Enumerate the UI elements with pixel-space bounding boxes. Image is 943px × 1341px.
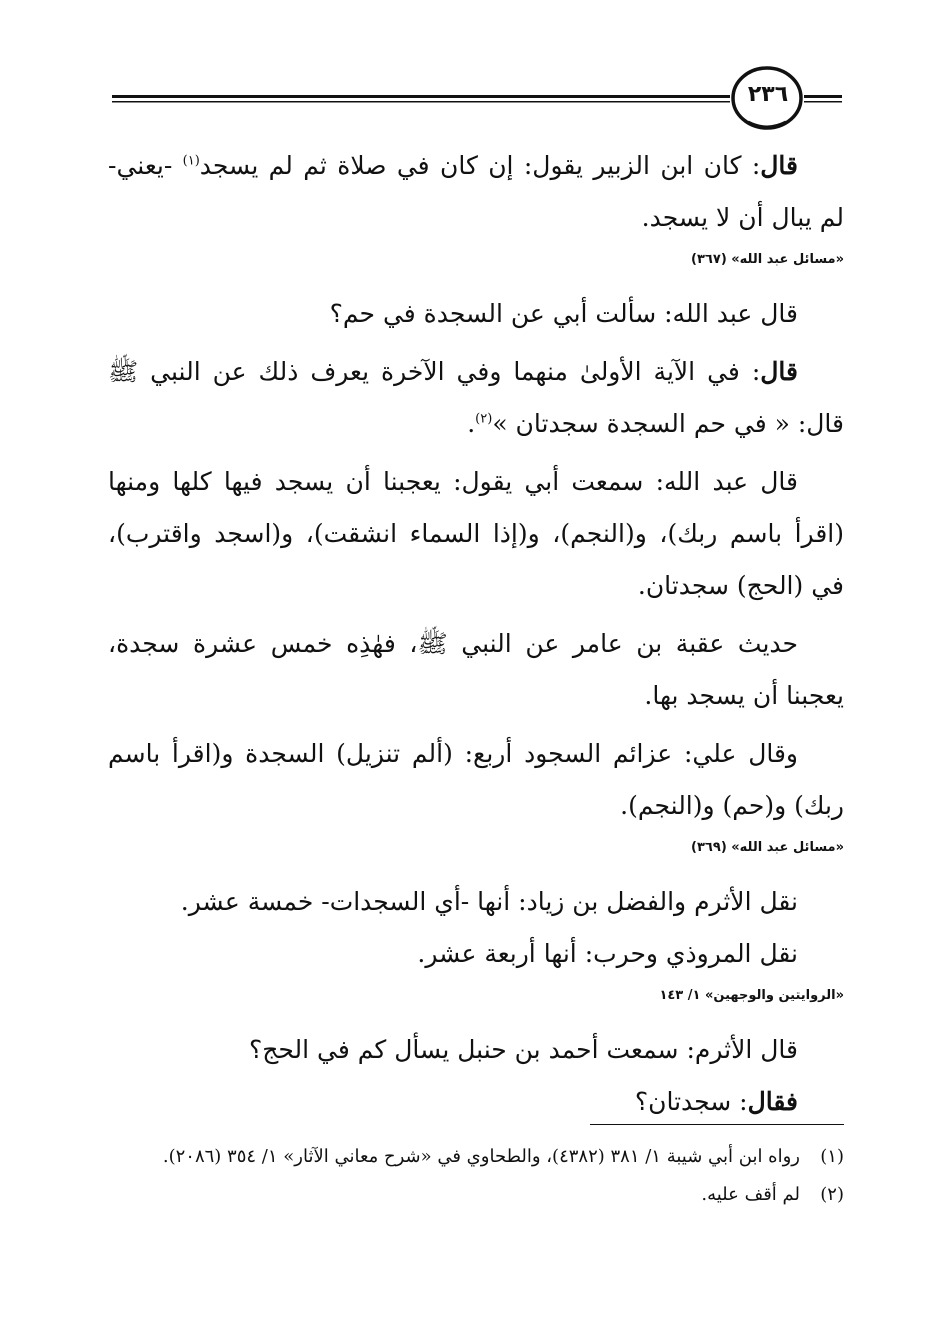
page-number: ٢٣٦ — [747, 82, 789, 107]
paragraph: قال الأثرم: سمعت أحمد بن حنبل يسأل كم في الحج؟ — [248, 1035, 798, 1064]
paragraph: قال عبد الله: سألت أبي عن السجدة في حم؟ — [329, 299, 798, 328]
footnote-number: (٢) — [820, 1184, 844, 1205]
paragraph: وقال علي: عزائم السجود أربع: (ألم تنزيل) السجدة و(اقرأ باسم ربك) و(حم) و(النجم). — [108, 739, 844, 820]
speaker-label: قال — [760, 151, 798, 180]
footnote — [108, 1176, 844, 1214]
paragraph: حديث عقبة بن عامر عن النبي ﷺ، فهٰذِه خمس عشرة سجدة، يعجبنا أن يسجد بها. — [108, 629, 844, 710]
paragraph: نقل الأثرم والفضل بن زياد: أنها -أي السجدات- خمسة عشر. — [180, 887, 798, 916]
footnote-marker: (٢) — [475, 411, 493, 427]
footnote — [108, 1138, 844, 1176]
source-reference: «الروايتين والوجهين» ١/ ١٤٣ — [659, 988, 844, 1003]
paragraph-text: : كان ابن الزبير يقول: إن كان في صلاة ثم لم يسجد — [199, 151, 761, 180]
source-reference: «مسائل عبد الله» (٣٦٧) — [691, 252, 844, 267]
footnote-text: رواه ابن أبي شيبة ١/ ٣٨١ (٤٣٨٢)، والطحاوي في «شرح معاني الآثار» ١/ ٣٥٤ (٢٠٨٦). — [162, 1146, 800, 1167]
speaker-label: فقال — [747, 1087, 798, 1116]
page-header — [112, 66, 842, 132]
paragraph: نقل المروذي وحرب: أنها أربعة عشر. — [417, 939, 798, 968]
paragraph-text: -يعني- لم يبال أن لا يسجد. — [108, 151, 844, 232]
paragraph — [108, 346, 844, 450]
footnote-number: (١) — [820, 1146, 844, 1167]
source-reference: «مسائل عبد الله» (٣٦٩) — [691, 840, 844, 855]
paragraph — [108, 140, 844, 244]
paragraph-text: . — [467, 409, 476, 438]
paragraph-text: : في الآية الأولىٰ منهما وفي الآخرة يعرف ذلك عن النبي ﷺ قال: « في حم السجدة سجدتان » — [108, 357, 844, 438]
footnote-marker: (١) — [182, 153, 200, 169]
main-text — [108, 140, 844, 1134]
paragraph: قال عبد الله: سمعت أبي يقول: يعجبنا أن يسجد فيها كلها ومنها (اقرأ باسم ربك)، و(النجم)، و(إذا السماء انشقت)، و(اسجد واقترب)، في (الحج) سجدتان. — [108, 467, 844, 600]
footnotes — [108, 1138, 844, 1214]
paragraph — [108, 1076, 844, 1128]
speaker-label: قال — [760, 357, 798, 386]
paragraph-text: : سجدتان؟ — [634, 1087, 748, 1116]
footnote-separator — [590, 1124, 844, 1125]
footnote-text: لم أقف عليه. — [701, 1184, 800, 1205]
